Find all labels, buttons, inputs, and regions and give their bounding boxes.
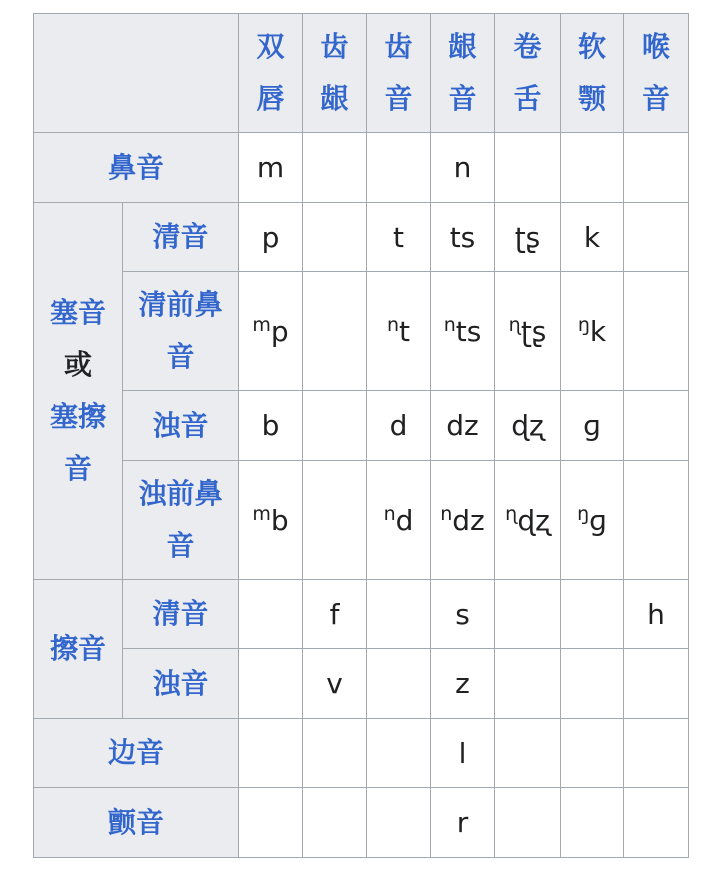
column-header-dental[interactable] (367, 14, 431, 133)
phoneme: k (589, 314, 607, 348)
row-link-fricative[interactable]: 擦音 (49, 632, 106, 665)
row-header-nasal[interactable] (34, 133, 239, 203)
cell (367, 272, 431, 391)
row-link-stop[interactable]: 塞音 (49, 296, 106, 329)
phoneme: ʈʂ (520, 314, 547, 348)
sub-link-voiced-prenasal[interactable]: 浊前鼻音 (138, 477, 223, 562)
cell (239, 272, 303, 391)
sub-header-fricative-voiceless[interactable] (123, 580, 239, 649)
cell: v (303, 649, 367, 719)
cell (303, 203, 367, 272)
phoneme: ɡ (589, 503, 607, 537)
row-header-trill[interactable] (34, 788, 239, 858)
cell: p (239, 203, 303, 272)
row-link-trill[interactable]: 颤音 (107, 805, 164, 839)
cell (561, 580, 624, 649)
sub-header-voiceless-prenasal[interactable] (123, 272, 239, 391)
prenasal-mark: ŋ (577, 502, 590, 525)
row-stop-voiced-prenasal (34, 461, 689, 580)
cell: h (624, 580, 689, 649)
cell (239, 649, 303, 719)
column-header-dental-alveolar[interactable] (303, 14, 367, 133)
cell: l (431, 719, 495, 788)
cell: m (239, 133, 303, 203)
cell: ʈʂ (495, 203, 561, 272)
sub-link-voiceless[interactable]: 清音 (152, 220, 209, 253)
cell (624, 391, 689, 461)
consonant-table (33, 13, 689, 858)
sub-link-voiceless-prenasal[interactable]: 清前鼻音 (138, 288, 223, 373)
cell (367, 580, 431, 649)
cell (561, 649, 624, 719)
cell (624, 649, 689, 719)
cell (303, 788, 367, 858)
phoneme: b (270, 503, 289, 537)
phoneme: ts (455, 314, 482, 348)
cell (239, 461, 303, 580)
row-stop-voiced (34, 391, 689, 461)
cell (239, 719, 303, 788)
column-header-alveolar[interactable] (431, 14, 495, 133)
sub-header-voiced-prenasal[interactable] (123, 461, 239, 580)
column-link-bilabial[interactable]: 双唇 (256, 30, 285, 115)
cell: b (239, 391, 303, 461)
cell (367, 461, 431, 580)
prenasal-mark: n (383, 502, 396, 525)
row-stop-voiceless-prenasal (34, 272, 689, 391)
cell (495, 461, 561, 580)
prenasal-mark: n (386, 313, 400, 336)
cell (561, 461, 624, 580)
row-link-affricate[interactable]: 塞擦音 (49, 400, 106, 485)
cell (495, 580, 561, 649)
prenasal-mark: n (440, 502, 453, 525)
cell: t (367, 203, 431, 272)
prenasal-mark: m (252, 502, 271, 525)
row-lateral (34, 719, 689, 788)
row-trill (34, 788, 689, 858)
column-link-retroflex[interactable]: 卷舌 (513, 30, 542, 115)
prenasal-mark: m (252, 313, 271, 336)
phoneme: d (395, 503, 414, 537)
column-link-velar[interactable]: 软颚 (577, 30, 606, 115)
corner-cell (34, 14, 239, 133)
column-link-dental[interactable]: 齿音 (384, 30, 413, 115)
cell: ɡ (561, 391, 624, 461)
cell: ts (431, 203, 495, 272)
cell (303, 461, 367, 580)
cell (495, 272, 561, 391)
sub-header-voiced[interactable] (123, 391, 239, 461)
row-nasal (34, 133, 689, 203)
row-link-nasal[interactable]: 鼻音 (107, 150, 164, 184)
row-fricative-voiceless (34, 580, 689, 649)
cell (561, 133, 624, 203)
cell (495, 719, 561, 788)
row-fricative-voiced (34, 649, 689, 719)
sub-link-fricative-voiceless[interactable]: 清音 (152, 597, 209, 630)
sub-link-voiced[interactable]: 浊音 (152, 408, 209, 442)
cell (561, 272, 624, 391)
cell: z (431, 649, 495, 719)
cell (367, 133, 431, 203)
prenasal-mark: ɳ (508, 313, 521, 336)
cell (303, 391, 367, 461)
cell (303, 719, 367, 788)
cell (367, 788, 431, 858)
cell: r (431, 788, 495, 858)
row-link-lateral[interactable]: 边音 (107, 736, 164, 769)
row-stop-voiceless (34, 203, 689, 272)
prenasal-mark: ŋ (577, 313, 590, 336)
cell (624, 133, 689, 203)
row-header-stop-affricate (34, 203, 123, 580)
column-header-retroflex[interactable] (495, 14, 561, 133)
cell (431, 461, 495, 580)
header-row (34, 14, 689, 133)
phoneme: dz (452, 503, 485, 537)
sub-header-voiceless[interactable] (123, 203, 239, 272)
prenasal-mark: ɳ (505, 502, 518, 525)
row-header-fricative[interactable] (34, 580, 123, 719)
cell (495, 788, 561, 858)
or-label: 或 (63, 348, 92, 381)
sub-link-fricative-voiced[interactable]: 浊音 (152, 666, 209, 700)
prenasal-mark: n (443, 313, 456, 336)
column-header-bilabial[interactable] (239, 14, 303, 133)
cell (495, 649, 561, 719)
cell (624, 719, 689, 788)
cell (367, 719, 431, 788)
cell: ɖʐ (495, 391, 561, 461)
column-header-velar[interactable] (561, 14, 624, 133)
cell (495, 133, 561, 203)
cell (239, 788, 303, 858)
column-header-glottal[interactable] (624, 14, 689, 133)
phoneme: p (270, 314, 289, 348)
cell: s (431, 580, 495, 649)
row-header-lateral[interactable] (34, 719, 239, 788)
cell: f (303, 580, 367, 649)
cell: d (367, 391, 431, 461)
phoneme: t (399, 314, 411, 348)
cell (624, 272, 689, 391)
cell (367, 649, 431, 719)
column-link-dental-alveolar[interactable]: 齿龈 (320, 30, 349, 115)
cell: k (561, 203, 624, 272)
cell (303, 133, 367, 203)
cell (239, 580, 303, 649)
column-link-alveolar[interactable]: 龈音 (448, 30, 477, 115)
cell (561, 719, 624, 788)
cell (624, 788, 689, 858)
cell (561, 788, 624, 858)
sub-header-fricative-voiced[interactable] (123, 649, 239, 719)
phoneme: ɖʐ (517, 503, 550, 537)
cell: n (431, 133, 495, 203)
cell: dz (431, 391, 495, 461)
cell (303, 272, 367, 391)
cell (624, 203, 689, 272)
cell (624, 461, 689, 580)
column-link-glottal[interactable]: 喉音 (641, 30, 670, 115)
cell (431, 272, 495, 391)
